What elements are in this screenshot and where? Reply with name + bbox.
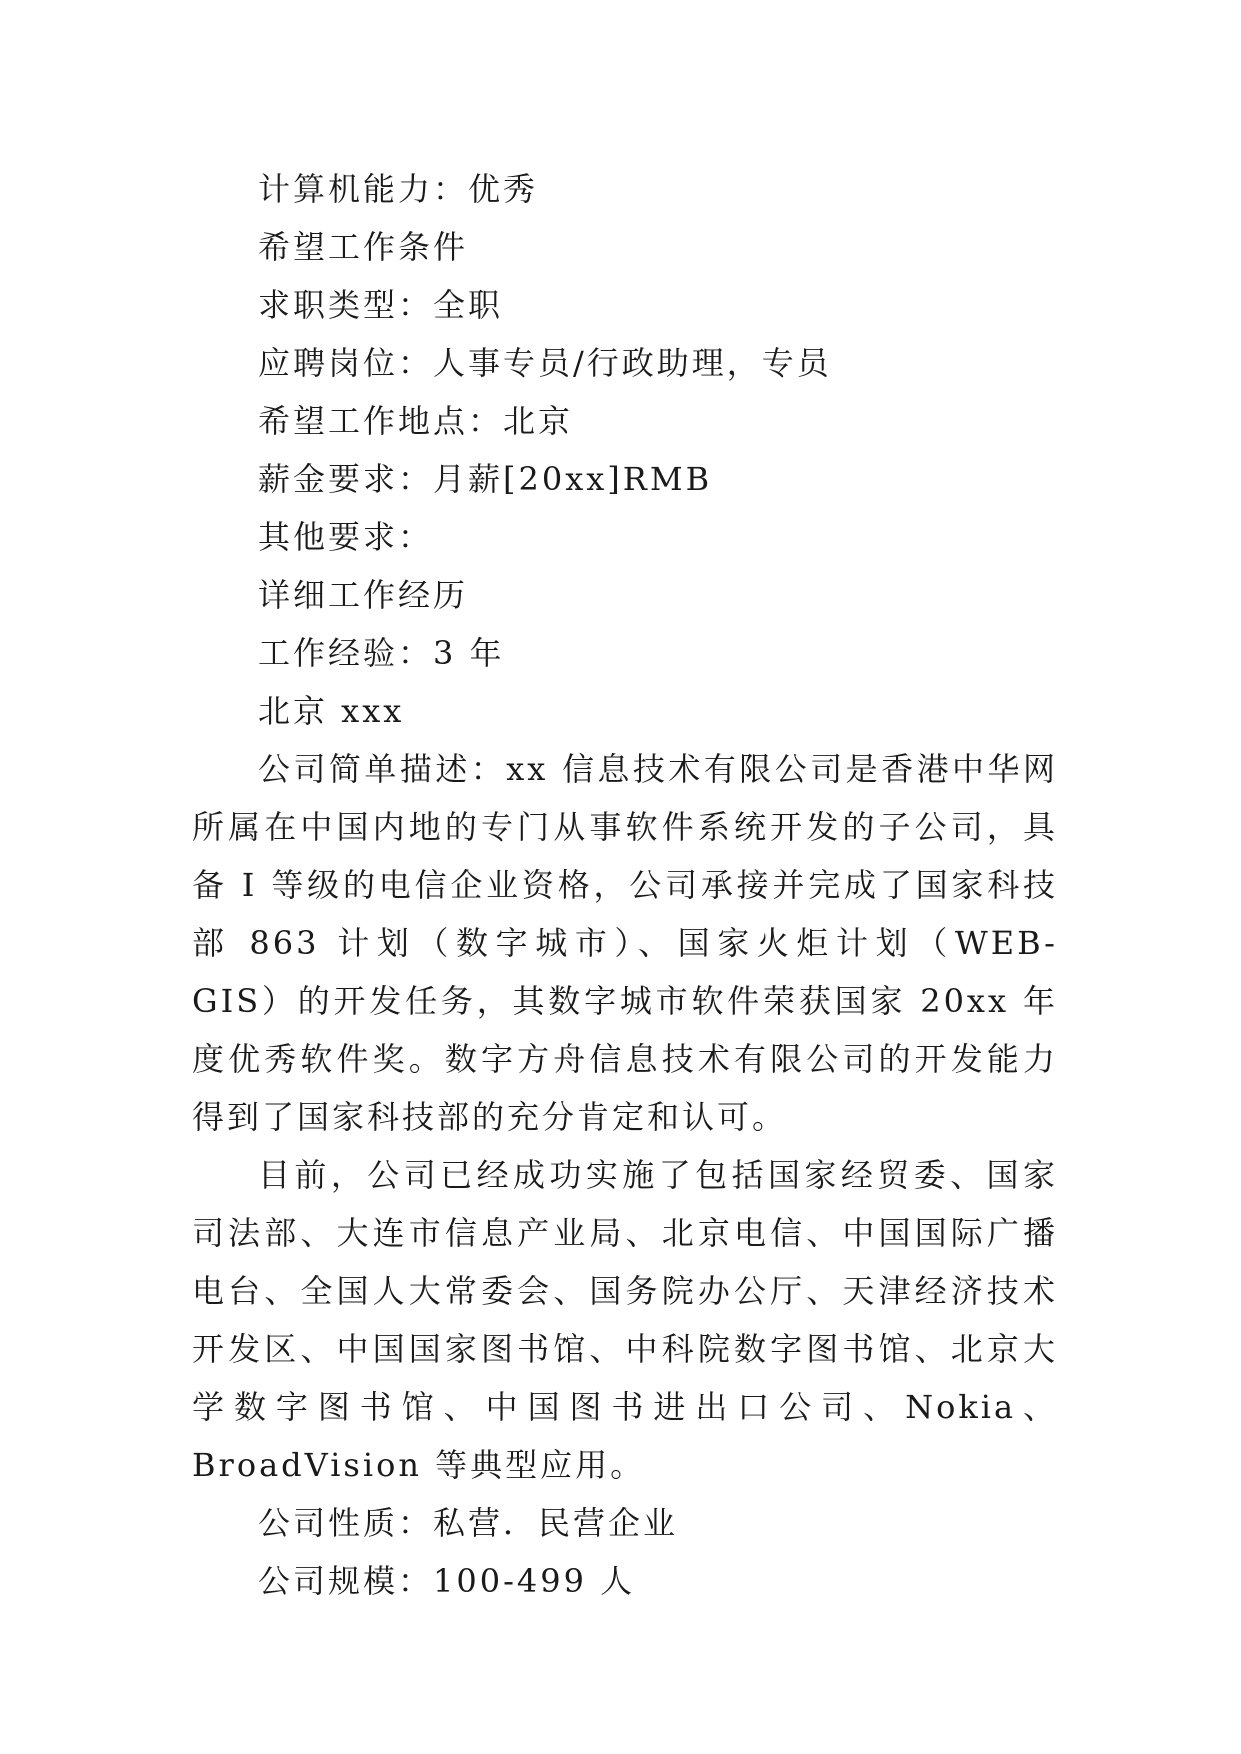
experience-line: 工作经验：3 年 bbox=[258, 634, 505, 672]
company-scale-line: 公司规模：100-499 人 bbox=[258, 1562, 636, 1600]
salary-line: 薪金要求：月薪[20xx]RMB bbox=[258, 460, 713, 498]
location-line: 希望工作地点：北京 bbox=[258, 402, 574, 440]
expected-conditions-heading: 希望工作条件 bbox=[258, 228, 469, 266]
company-description-paragraph: 公司简单描述：xx 信息技术有限公司是香港中华网所属在中国内地的专门从事软件系统开发的子公司，具备 I 等级的电信企业资格，公司承接并完成了国家科技部 863 计划（数字城市）、国家火炬计划（WEB-GIS）的开发任务，其数字城市软件荣获国家 20xx 年度优秀软件奖。数字方舟信息技术有限公司的开发能力得到了国家科技部的充分肯定和认可。 bbox=[192, 750, 1058, 1136]
company-nature-line: 公司性质：私营．民营企业 bbox=[258, 1504, 679, 1542]
work-history-heading: 详细工作经历 bbox=[258, 576, 469, 614]
clients-paragraph: 目前，公司已经成功实施了包括国家经贸委、国家司法部、大连市信息产业局、北京电信、中国国际广播电台、全国人大常委会、国务院办公厅、天津经济技术开发区、中国国家图书馆、中科院数字图书馆、北京大学数字图书馆、中国图书进出口公司、Nokia、BroadVision 等典型应用。 bbox=[192, 1156, 1058, 1484]
company-name-line: 北京 xxx bbox=[258, 692, 405, 730]
document-body bbox=[192, 160, 1058, 1610]
computer-skill-line: 计算机能力：优秀 bbox=[258, 170, 539, 208]
other-requirements-line: 其他要求： bbox=[258, 518, 434, 556]
job-type-line: 求职类型：全职 bbox=[258, 286, 504, 324]
position-line: 应聘岗位：人事专员/行政助理，专员 bbox=[258, 344, 832, 382]
